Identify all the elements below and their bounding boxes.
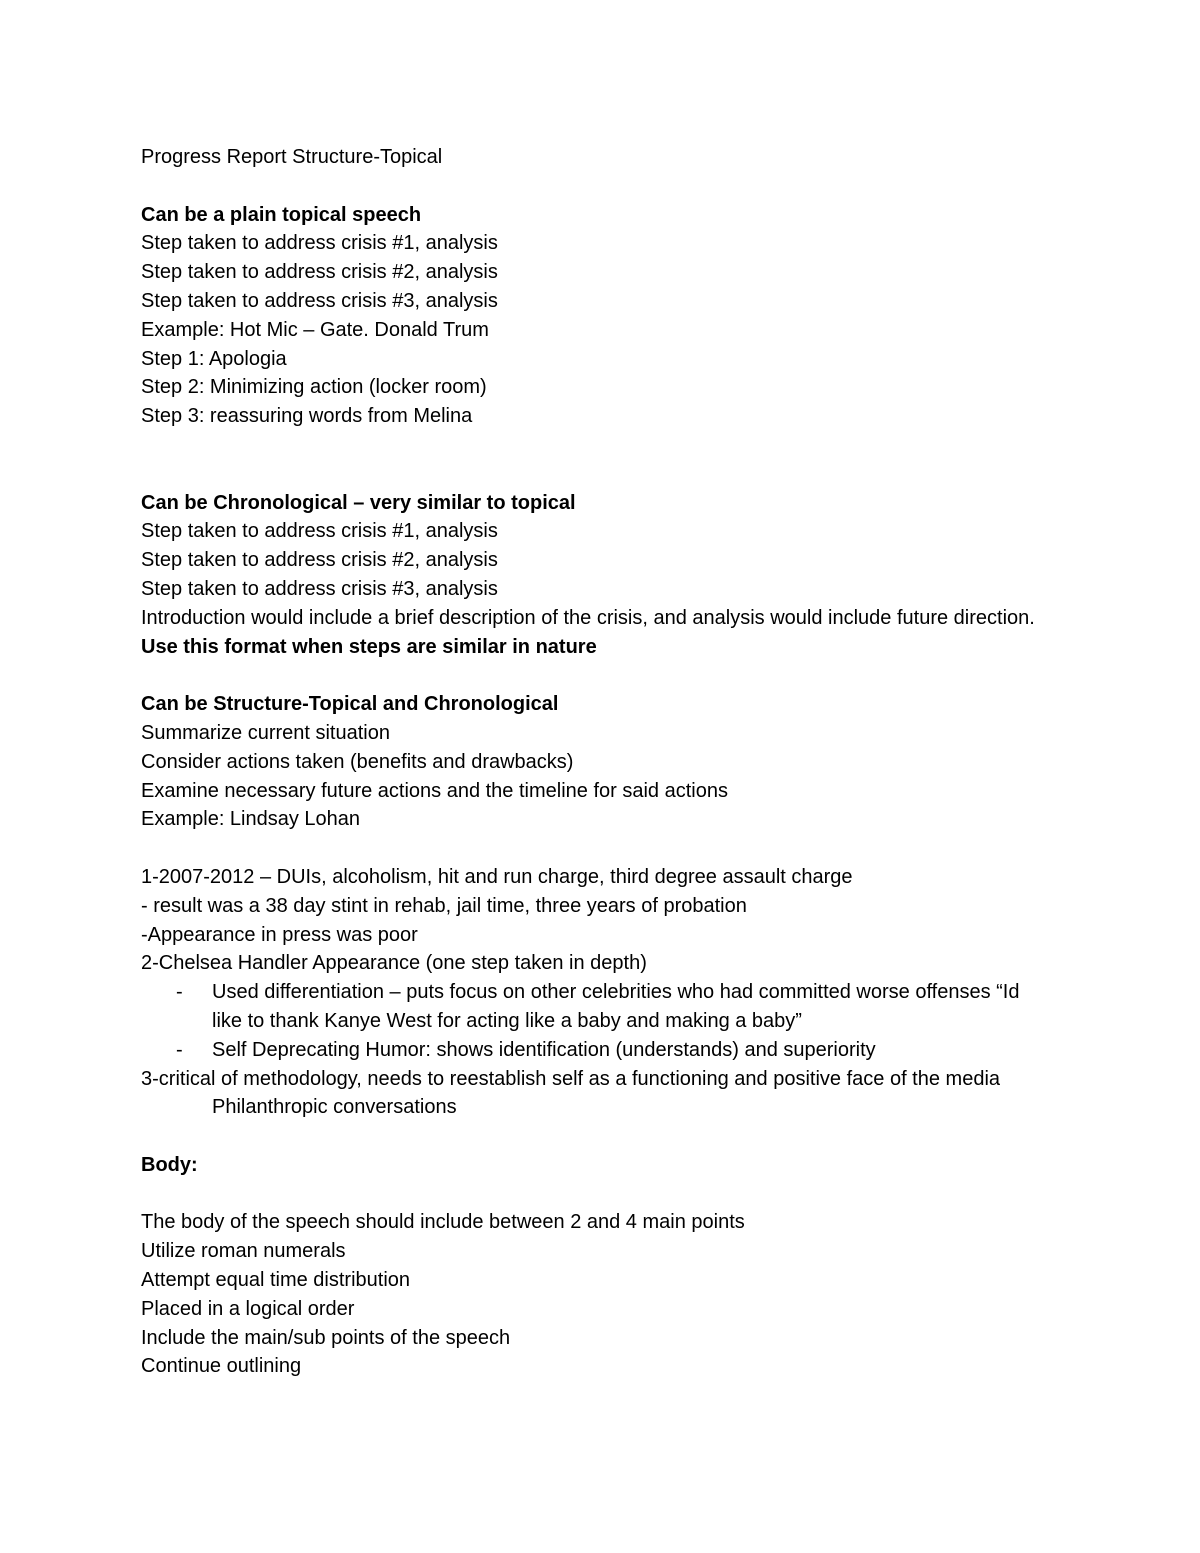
bullet-item [141,1036,1041,1065]
lohan-point-1: 1-2007-2012 – DUIs, alcoholism, hit and run charge, third degree assault charge [141,865,853,888]
body-line: Utilize roman numerals [141,1240,346,1263]
topical-line: Step taken to address crisis #2, analysis [141,261,498,284]
intro-bold-text: Use this format when steps are similar in nature [141,635,597,658]
bullet-text: Self Deprecating Humor: shows identification (understands) and superiority [212,1038,876,1061]
topical-line: Step taken to address crisis #3, analysis [141,289,498,312]
section-heading-chronological: Can be Chronological – very similar to topical [141,491,576,514]
document-content [141,143,1041,1381]
chronological-intro-paragraph [141,604,1041,662]
blank-line [141,1122,1041,1151]
blank-line [141,834,1041,863]
section-heading-body: Body: [141,1153,198,1176]
body-line: Include the main/sub points of the speech [141,1326,511,1349]
blank-line [141,1180,1041,1209]
topical-line: Step taken to address crisis #1, analysis [141,232,498,255]
lohan-point-1-sub: -Appearance in press was poor [141,923,418,946]
body-line: Placed in a logical order [141,1297,355,1320]
chronological-line: Step taken to address crisis #3, analysis [141,577,498,600]
topical-line: Example: Hot Mic – Gate. Donald Trum [141,318,489,341]
bullet-text: Used differentiation – puts focus on other celebrities who had committed worse offenses “Id like to thank Kanye West for acting like a baby and making a baby” [212,981,1020,1032]
bullet-dash: - [176,1038,183,1061]
section-heading-topical: Can be a plain topical speech [141,203,422,226]
body-line: The body of the speech should include between 2 and 4 main points [141,1211,745,1234]
chronological-line: Step taken to address crisis #1, analysis [141,520,498,543]
structure-line: Summarize current situation [141,721,390,744]
topical-line: Step 2: Minimizing action (locker room) [141,376,487,399]
body-line: Attempt equal time distribution [141,1269,411,1292]
body-line: Continue outlining [141,1355,302,1378]
lohan-point-2: 2-Chelsea Handler Appearance (one step taken in depth) [141,952,647,975]
topical-line: Step 1: Apologia [141,347,287,370]
blank-line [141,431,1041,489]
section-heading-structure: Can be Structure-Topical and Chronological [141,693,559,716]
bullet-dash: - [176,981,183,1004]
bullet-item [141,978,1041,1036]
lohan-point-3-sub: Philanthropic conversations [212,1096,457,1119]
intro-text: Introduction would include a brief description of the crisis, and analysis would include future direction. [141,606,1035,629]
lohan-point-1-sub: - result was a 38 day stint in rehab, jail time, three years of probation [141,894,747,917]
structure-line: Consider actions taken (benefits and drawbacks) [141,750,574,773]
chronological-line: Step taken to address crisis #2, analysis [141,549,498,572]
structure-line: Examine necessary future actions and the timeline for said actions [141,779,728,802]
blank-line [141,661,1041,690]
structure-line: Example: Lindsay Lohan [141,808,361,831]
blank-line [141,172,1041,201]
document-title: Progress Report Structure-Topical [141,146,443,168]
topical-line: Step 3: reassuring words from Melina [141,405,473,428]
lohan-point-3: 3-critical of methodology, needs to reestablish self as a functioning and positive face of the media [141,1067,1001,1090]
